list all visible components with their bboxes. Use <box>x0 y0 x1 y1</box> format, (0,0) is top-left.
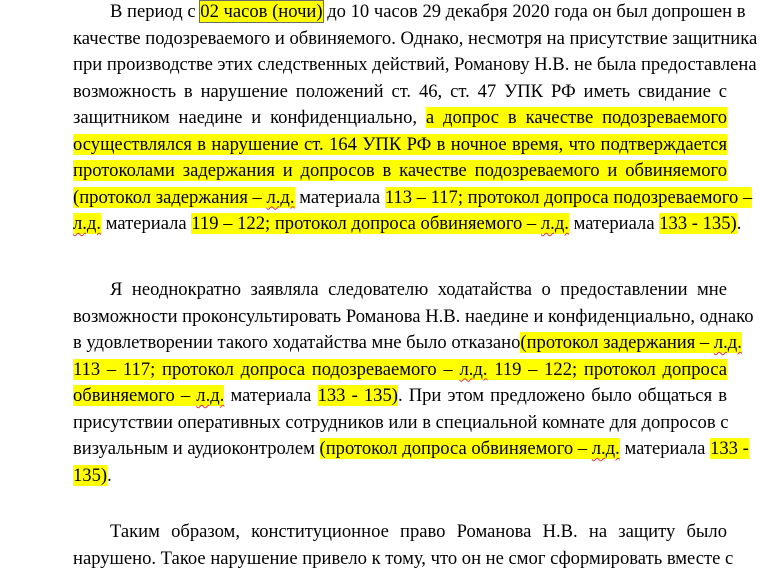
text-line <box>73 304 754 331</box>
text-line <box>73 26 758 53</box>
misspelled-word: л.д. <box>459 358 488 380</box>
text-line <box>73 158 727 185</box>
text-line <box>73 410 727 437</box>
text-segment: возможность в нарушение положений ст. 46, ст. 47 УПК РФ иметь свидание с <box>73 80 727 102</box>
text-segment: визуальным и аудиоконтролем <box>73 438 320 459</box>
paragraph-1 <box>73 0 758 238</box>
text-segment: материала <box>294 186 385 208</box>
misspelled-word: л.д. <box>196 385 225 406</box>
text-line <box>73 463 727 490</box>
text-segment: В период с <box>110 1 201 22</box>
highlighted-text: а допрос в качестве подозреваемого <box>425 107 728 128</box>
text-segment: в удовлетворении такого ходатайства мне было отказано <box>73 332 521 353</box>
text-line <box>73 546 734 571</box>
text-segment: материала <box>224 385 318 406</box>
text-line <box>73 52 757 79</box>
highlighted-text: обвиняемого – <box>73 385 197 406</box>
text-segment: присутствии оперативных сотрудников или в специальной комнате для допросов с <box>73 411 729 433</box>
highlighted-text: 119 – 122; протокол допроса обвиняемого – <box>191 213 541 234</box>
text-segment: защитником наедине и конфиденциально, <box>73 107 426 128</box>
text-segment: материала <box>619 438 711 459</box>
highlighted-text: 135) <box>73 464 108 486</box>
text-line <box>73 0 746 26</box>
highlighted-text: 02 часов (ночи) <box>200 1 323 22</box>
highlighted-text: 113 – 117; протокол допроса подозреваемого – <box>384 186 753 208</box>
text-segment: до 10 часов 29 декабря 2020 года он был допрошен в <box>322 1 746 22</box>
text-segment: Я неоднократно заявляла следователю ходатайства о предоставлении мне <box>110 279 727 300</box>
text-segment: . При этом предложено было общаться в <box>397 385 728 406</box>
text-segment: материала <box>568 213 660 234</box>
misspelled-word: л.д. <box>266 186 295 208</box>
text-segment: . <box>736 213 742 234</box>
highlighted-text: протоколами задержания и допросов в качестве подозреваемого и обвиняемого <box>73 160 727 181</box>
highlighted-text: (протокол задержания – <box>520 332 714 353</box>
text-line <box>73 185 753 212</box>
text-line <box>73 211 742 238</box>
text-line <box>73 330 742 357</box>
text-line <box>73 357 727 384</box>
highlighted-text: 133 - <box>710 438 749 459</box>
text-line <box>73 105 727 132</box>
text-line <box>73 79 727 106</box>
paragraph-2 <box>73 277 754 489</box>
text-segment: материала <box>101 213 192 234</box>
misspelled-word: л.д. <box>73 213 102 234</box>
misspelled-word: л.д. <box>713 332 742 353</box>
highlighted-text: (протокол допроса обвиняемого – <box>319 438 592 459</box>
text-segment: качестве подозреваемого и обвиняемого. Однако, несмотря на присутствие защитника <box>73 27 758 49</box>
text-line <box>73 436 749 463</box>
text-line <box>73 383 727 410</box>
text-segment: Таким образом, конституционное право Романова Н.В. на защиту было <box>110 521 727 542</box>
highlighted-text: осуществлялся в нарушение ст. 164 УПК РФ в ночное время, что подтверждается <box>73 133 727 155</box>
highlighted-text: 113 – 117; протокол допроса подозреваемого – <box>73 358 460 380</box>
misspelled-word: л.д. <box>540 213 569 234</box>
text-line <box>73 277 727 304</box>
text-segment: нарушено. Такое нарушение привело к тому, что он не смог сформировать вместе с <box>73 547 734 569</box>
text-segment: . <box>107 464 112 486</box>
text-line <box>73 519 727 546</box>
highlighted-text: 133 - 135) <box>659 213 737 234</box>
highlighted-text: 119 – 122; протокол допроса <box>487 358 727 380</box>
highlighted-text: 133 - 135) <box>317 385 398 406</box>
paragraph-3 <box>73 519 734 571</box>
text-segment: возможности проконсультировать Романова Н.В. наедине и конфиденциально, однако <box>73 305 754 327</box>
text-line <box>73 132 727 159</box>
highlighted-text: (протокол задержания – <box>73 186 267 208</box>
text-segment: при производстве этих следственных действий, Романову Н.В. не была предоставлена <box>73 54 757 75</box>
misspelled-word: л.д. <box>591 438 620 459</box>
